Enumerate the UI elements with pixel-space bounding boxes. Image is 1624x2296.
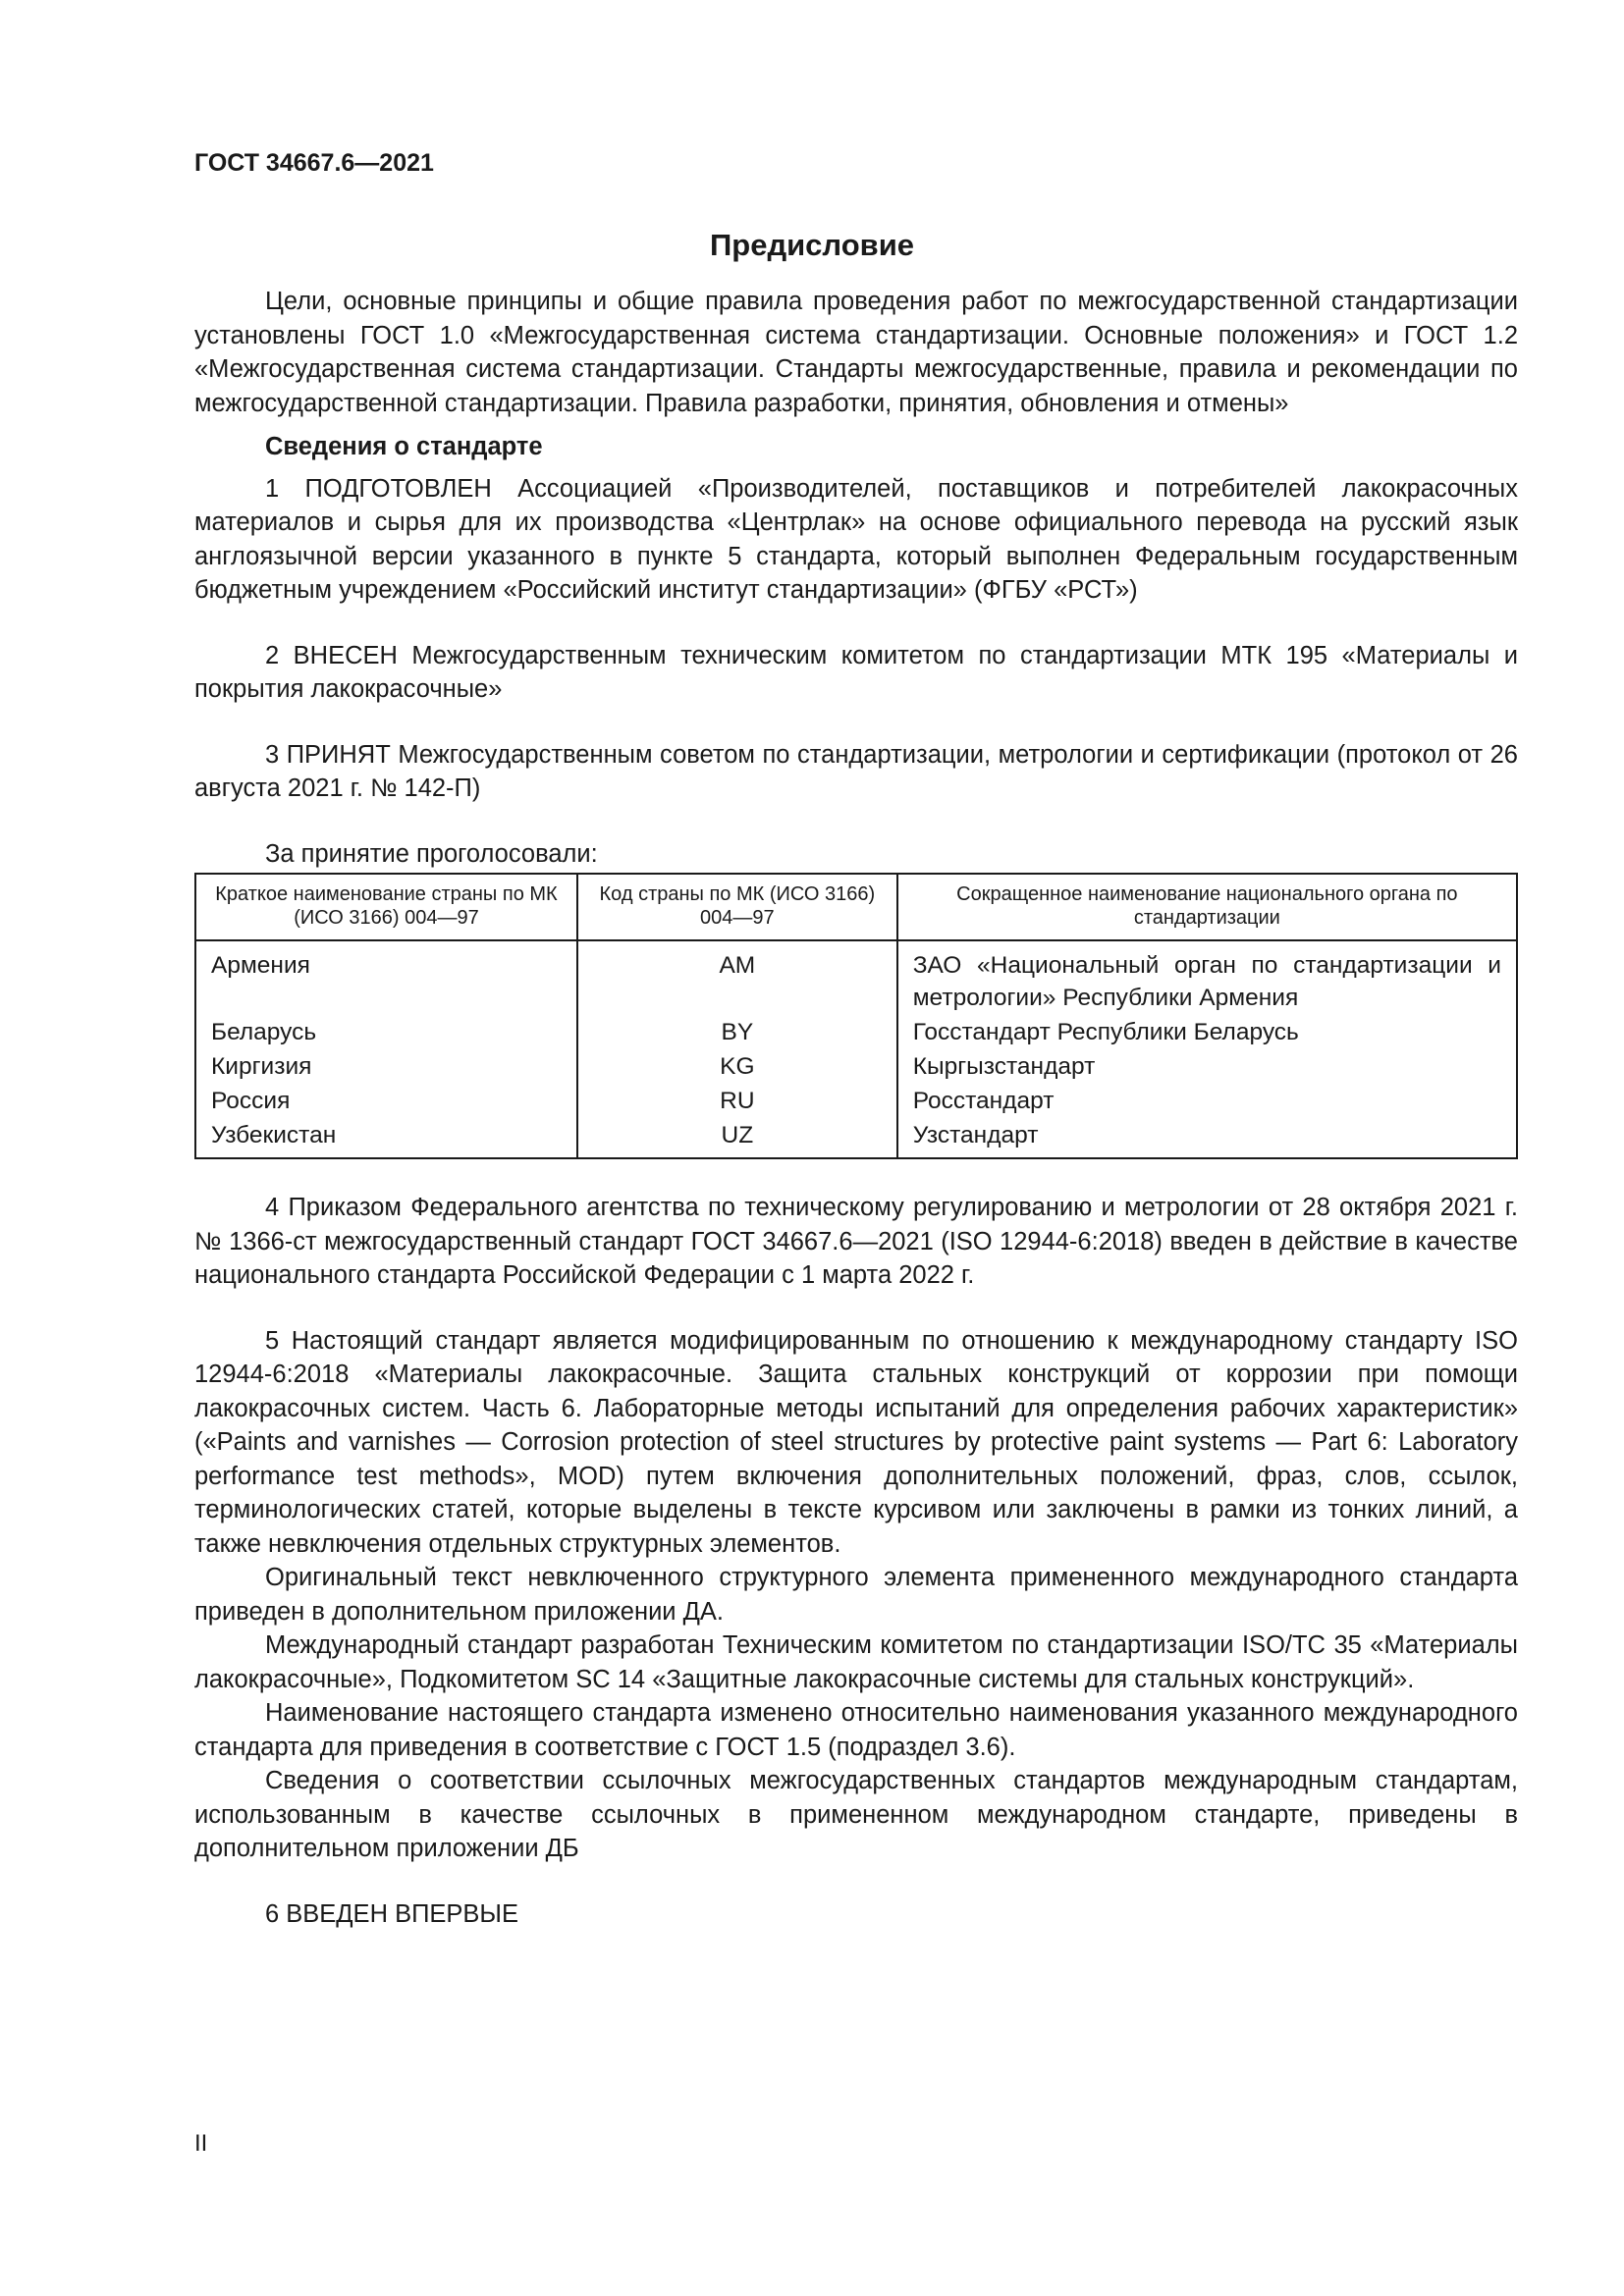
country-cell: Россия	[195, 1084, 577, 1118]
country-cell: Армения	[195, 940, 577, 1015]
code-cell: UZ	[577, 1118, 897, 1158]
table-row	[195, 1118, 1517, 1158]
country-cell: Беларусь	[195, 1015, 577, 1049]
code-cell: BY	[577, 1015, 897, 1049]
body-cell: Кыргызстандарт	[897, 1049, 1517, 1084]
table-row	[195, 940, 1517, 1015]
item-5-name-change: Наименование настоящего стандарта изменено относительно наименования указанного международного стандарта для приведения в соответствие с ГОСТ 1.5 (подраздел 3.6).	[194, 1699, 1518, 1761]
code-cell: KG	[577, 1049, 897, 1084]
item-5-references: Сведения о соответствии ссылочных межгосударственных стандартов международным стандартам, использованным в качестве ссылочных в примененном международном стандарте, приведены в дополнительном приложении ДБ	[194, 1767, 1518, 1862]
country-cell: Узбекистан	[195, 1118, 577, 1158]
table-row	[195, 1015, 1517, 1049]
section-subheading: Сведения о стандарте	[265, 433, 543, 460]
voting-table	[194, 873, 1518, 1159]
country-cell: Киргизия	[195, 1049, 577, 1084]
body-cell: Узстандарт	[897, 1118, 1517, 1158]
code-cell: RU	[577, 1084, 897, 1118]
table-header-row	[195, 874, 1517, 940]
item-4-order: 4 Приказом Федерального агентства по техническому регулированию и метрологии от 28 октября 2021 г. № 1366-ст межгосударственный стандарт ГОСТ 34667.6—2021 (ISO 12944-6:2018) введен в действие в качестве национального стандарта Российской Федерации с 1 марта 2022 г.	[194, 1194, 1518, 1289]
item-6-first-introduced: 6 ВВЕДЕН ВПЕРВЫЕ	[265, 1899, 519, 1928]
item-5-developer: Международный стандарт разработан Техническим комитетом по стандартизации ISO/TC 35 «Материалы лакокрасочные», Подкомитетом SC 14 «Защитные лакокрасочные системы для стальных конструкций».	[194, 1631, 1518, 1693]
page-title: Предисловие	[709, 228, 914, 262]
column-header-country: Краткое наименование страны по МК (ИСО 3166) 004—97	[195, 874, 577, 940]
column-header-code: Код страны по МК (ИСО 3166) 004—97	[577, 874, 897, 940]
body-cell: Росстандарт	[897, 1084, 1517, 1118]
item-5-original-text: Оригинальный текст невключенного структурного элемента примененного международного стандарта приведен в дополнительном приложении ДА.	[194, 1564, 1518, 1626]
document-body	[194, 285, 1518, 1931]
item-2-submitted: 2 ВНЕСЕН Межгосударственным техническим комитетом по стандартизации МТК 195 «Материалы и покрытия лакокрасочные»	[194, 641, 1518, 703]
body-cell: ЗАО «Национальный орган по стандартизации и метрологии» Республики Армения	[897, 940, 1517, 1015]
vote-label: За принятие проголосовали:	[265, 839, 598, 868]
item-5-modified: 5 Настоящий стандарт является модифицированным по отношению к международному стандарту ISO 12944-6:2018 «Материалы лакокрасочные. Защита стальных конструкций от коррозии при помощи лакокрасочных систем. Часть 6. Лабораторные методы испытаний для определения рабочих характеристик» («Paints and varnishes — Corrosion protection of steel structures by protective paint systems — Part 6: Laboratory performance test methods», MOD) путем включения дополнительных положений, фраз, слов, ссылок, терминологических статей, которые выделены в тексте курсивом или заключены в рамки из тонких линий, а также невключения отдельных структурных элементов.	[194, 1326, 1518, 1558]
intro-paragraph: Цели, основные принципы и общие правила проведения работ по межгосударственной стандартизации установлены ГОСТ 1.0 «Межгосударственная система стандартизации. Основные положения» и ГОСТ 1.2 «Межгосударственная система стандартизации. Стандарты межгосударственные, правила и рекомендации по межгосударственной стандартизации. Правила разработки, принятия, обновления и отмены»	[194, 288, 1518, 417]
item-3-adopted: 3 ПРИНЯТ Межгосударственным советом по стандартизации, метрологии и сертификации (протокол от 26 августа 2021 г. № 142-П)	[194, 740, 1518, 802]
table-row	[195, 1084, 1517, 1118]
code-cell: AM	[577, 940, 897, 1015]
item-1-prepared: 1 ПОДГОТОВЛЕН Ассоциацией «Производителей, поставщиков и потребителей лакокрасочных материалов и сырья для их производства «Центрлак» на основе официального перевода на русский язык англоязычной версии указанного в пункте 5 стандарта, который выполнен Федеральным государственным бюджетным учреждением «Российский институт стандартизации» (ФГБУ «РСТ»)	[194, 474, 1518, 604]
column-header-body: Сокращенное наименование национального органа по стандартизации	[897, 874, 1517, 940]
body-cell: Госстандарт Республики Беларусь	[897, 1015, 1517, 1049]
page-number: II	[194, 2130, 208, 2157]
table-row	[195, 1049, 1517, 1084]
document-code-header: ГОСТ 34667.6—2021	[194, 149, 434, 177]
